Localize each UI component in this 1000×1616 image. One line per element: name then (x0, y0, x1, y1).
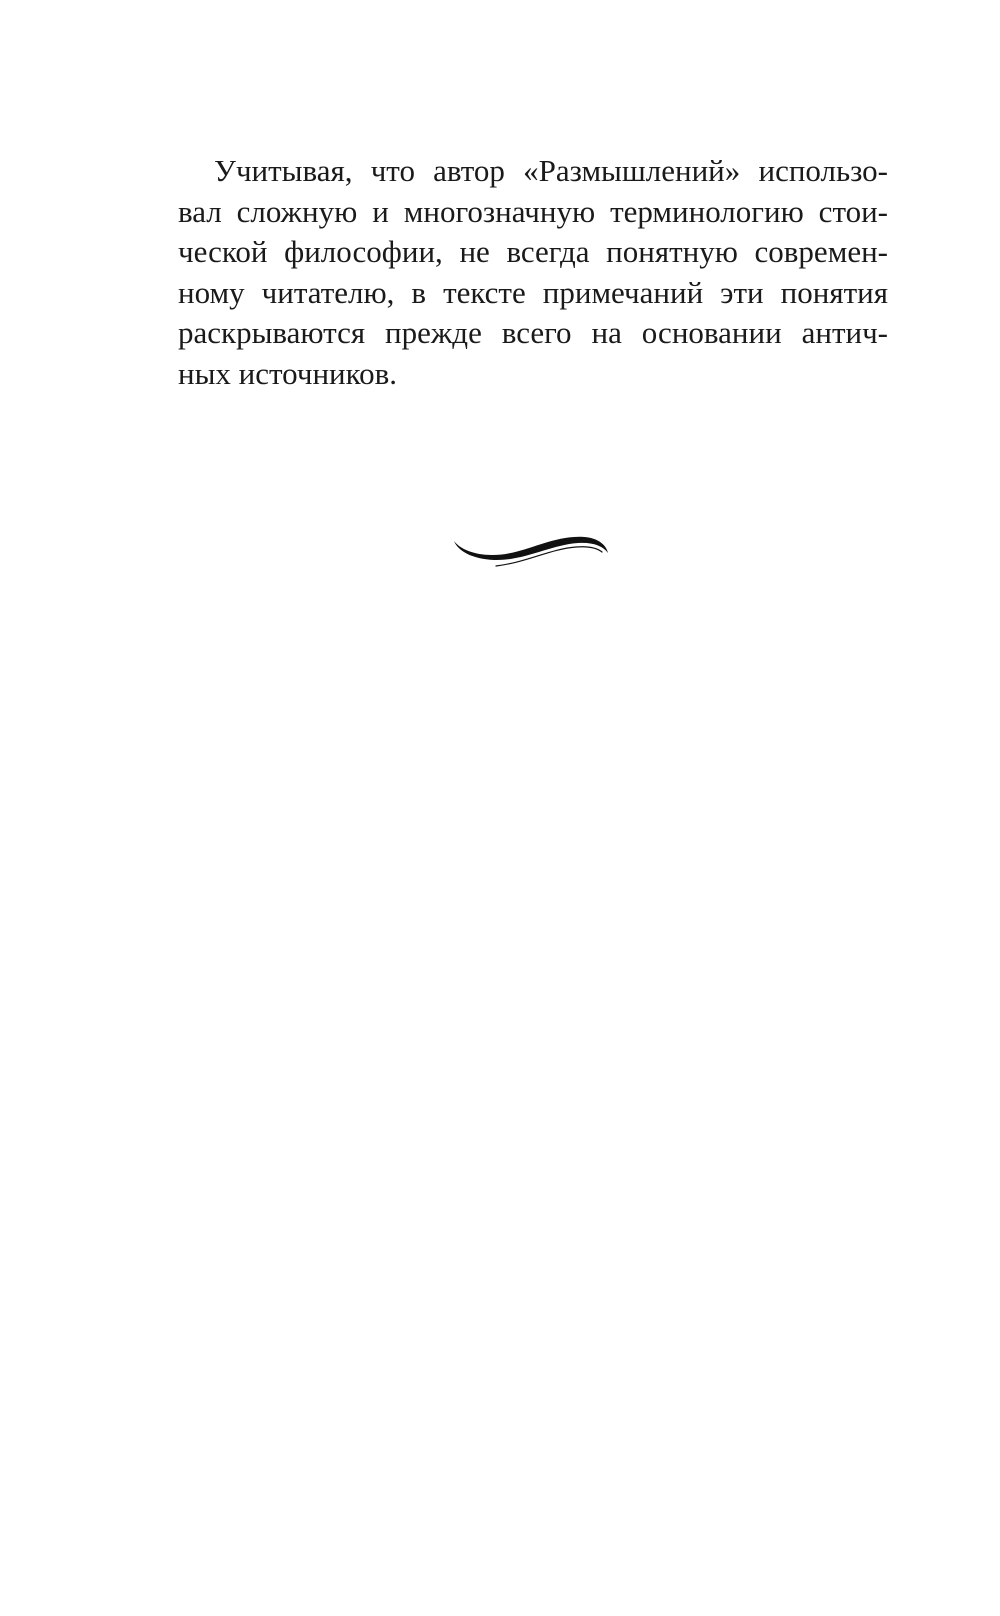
paragraph-line-3: ческой философии, не всегда понятную современ- (178, 234, 888, 270)
paragraph-line-6: ных источников. (178, 355, 397, 391)
paragraph (178, 151, 888, 395)
paragraph-line-5: раскрываются прежде всего на основании антич- (178, 315, 888, 351)
paragraph-line-1: Учитывая, что автор «Размышлений» использо- (214, 153, 888, 188)
paragraph-line-2: вал сложную и многозначную терминологию стои- (178, 193, 888, 229)
flourish-ornament-icon (452, 535, 612, 575)
paragraph-line-4: ному читателю, в тексте примечаний эти понятия (178, 274, 888, 310)
